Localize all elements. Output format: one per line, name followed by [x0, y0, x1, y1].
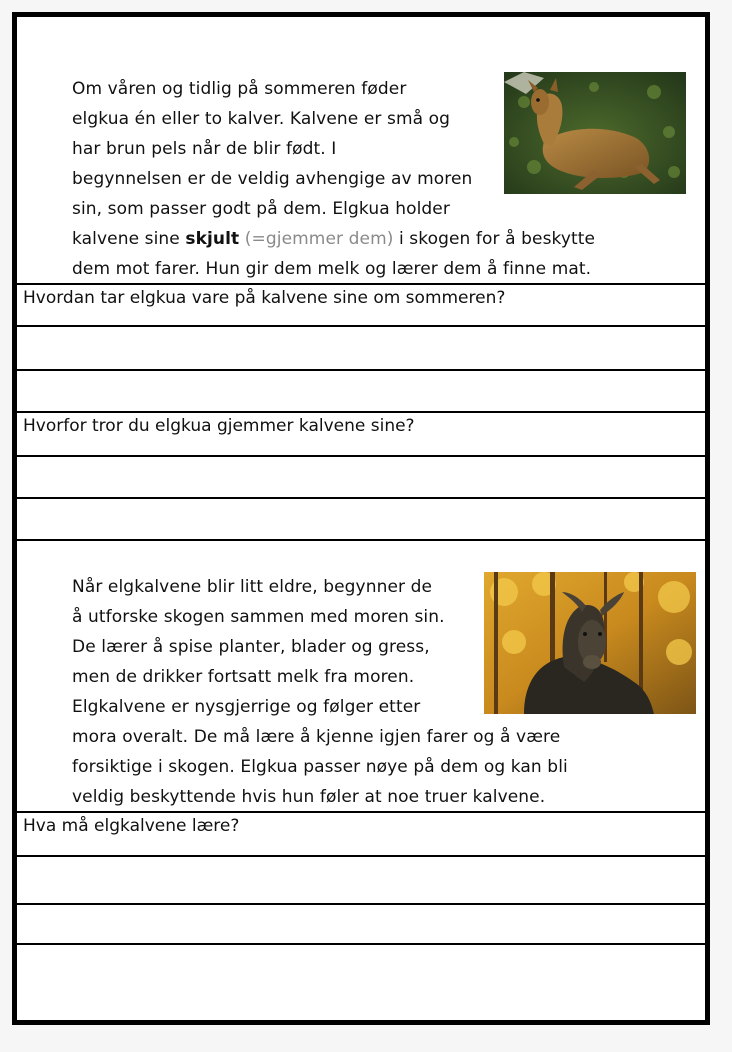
- answer-line[interactable]: [17, 369, 706, 371]
- moose-calf-illustration: [504, 72, 686, 194]
- passage-line-with-keyword: [72, 224, 595, 254]
- answer-line[interactable]: [17, 903, 706, 905]
- worksheet-page: [12, 12, 710, 1025]
- passage-line: dem mot farer. Hun gir dem melk og lærer dem å finne mat.: [72, 259, 592, 279]
- passage-line: veldig beskyttende hvis hun føler at noe truer kalvene.: [72, 787, 546, 807]
- answer-line[interactable]: [17, 539, 706, 541]
- moose-calf-photo: [504, 72, 686, 194]
- passage-line: Om våren og tidlig på sommeren føder: [72, 79, 407, 99]
- passage-line: Elgkalvene er nysgjerrige og følger etter: [72, 697, 421, 717]
- question-2: Hvorfor tror du elgkua gjemmer kalvene sine?: [23, 416, 415, 436]
- answer-box-top-border: [17, 283, 706, 285]
- answer-line[interactable]: [17, 325, 706, 327]
- young-moose-photo: [484, 572, 696, 714]
- passage-line: men de drikker fortsatt melk fra moren.: [72, 667, 415, 687]
- passage-line: Når elgkalvene blir litt eldre, begynner de: [72, 577, 433, 597]
- keyword-bold: skjult: [185, 229, 240, 249]
- question-3: Hva må elgkalvene lære?: [23, 816, 240, 836]
- passage-line: sin, som passer godt på dem. Elgkua holder: [72, 199, 450, 219]
- passage-line: De lærer å spise planter, blader og gress,: [72, 637, 430, 657]
- answer-line[interactable]: [17, 411, 706, 413]
- answer-box-top-border: [17, 811, 706, 813]
- passage-line: begynnelsen er de veldig avhengige av moren: [72, 169, 473, 189]
- answer-line[interactable]: [17, 497, 706, 499]
- answer-line[interactable]: [17, 943, 706, 945]
- passage-text: kalvene sine: [72, 229, 186, 249]
- passage-line: å utforske skogen sammen med moren sin.: [72, 607, 445, 627]
- passage-line: elgkua én eller to kalver. Kalvene er små og: [72, 109, 451, 129]
- passage-line: har brun pels når de blir født. I: [72, 139, 337, 159]
- answer-line[interactable]: [17, 455, 706, 457]
- question-1: Hvordan tar elgkua vare på kalvene sine om sommeren?: [23, 288, 506, 308]
- passage-text: i skogen for å beskytte: [393, 229, 596, 249]
- passage-line: forsiktige i skogen. Elgkua passer nøye på dem og kan bli: [72, 757, 568, 777]
- keyword-gloss: (=gjemmer dem): [239, 229, 394, 249]
- passage-line: mora overalt. De må lære å kjenne igjen farer og å være: [72, 727, 561, 747]
- young-moose-illustration: [484, 572, 696, 714]
- answer-line[interactable]: [17, 855, 706, 857]
